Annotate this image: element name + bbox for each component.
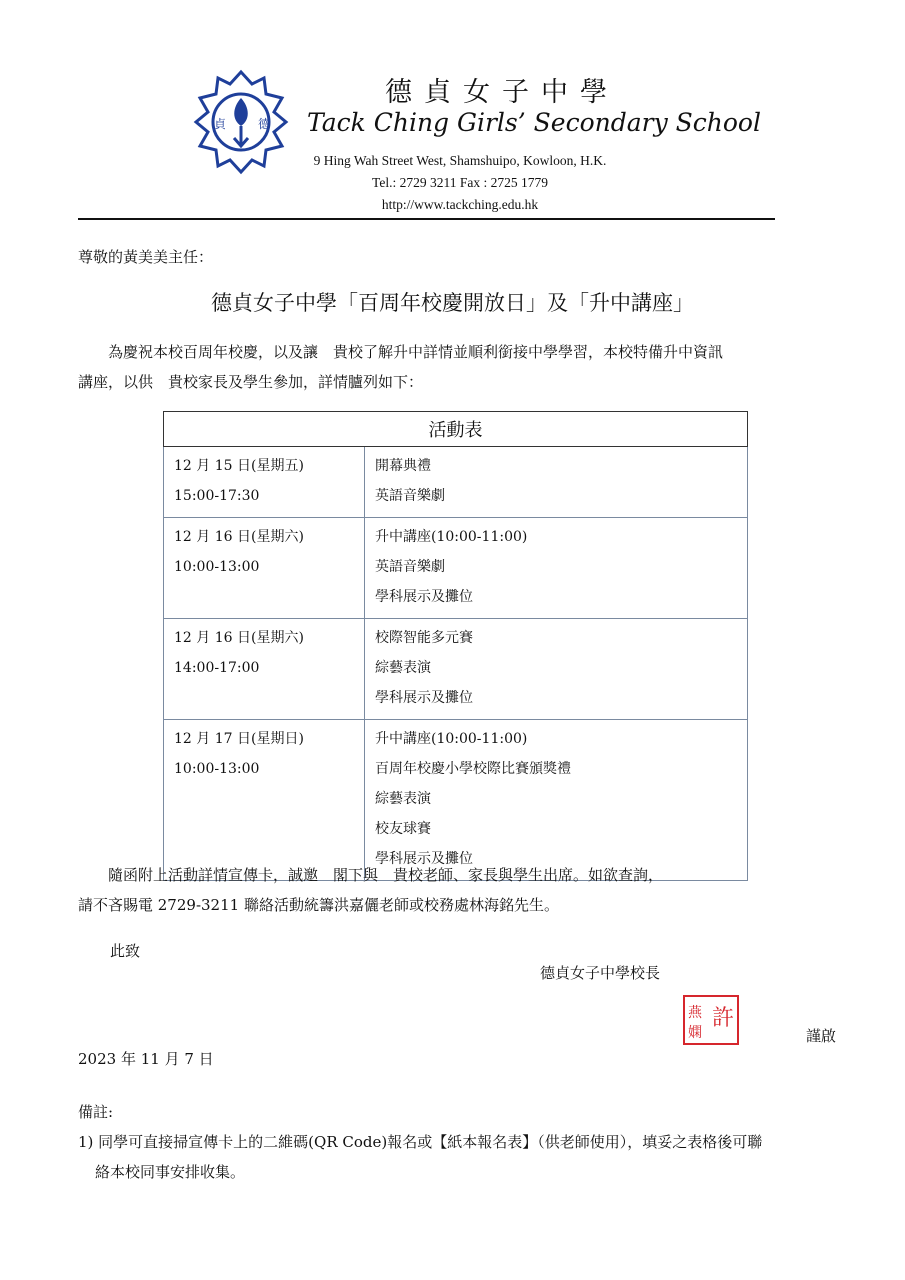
schedule-table [163, 411, 748, 881]
schedule-datetime [164, 720, 365, 881]
intro-line-2: 講座，以供 貴校家長及學生參加，詳情臚列如下： [78, 373, 424, 391]
signoff: 謹啟 [806, 1027, 837, 1045]
notes-heading: 備註: [78, 1103, 114, 1121]
schedule-activities [365, 720, 748, 881]
activity-item: 校際智能多元賽 [375, 630, 473, 646]
activity-item: 學科展示及攤位 [375, 690, 473, 706]
table-row [164, 447, 748, 518]
activity-item: 英語音樂劇 [375, 559, 445, 575]
activity-item: 升中講座(10:00-11:00) [375, 529, 528, 545]
schedule-datetime [164, 518, 365, 619]
schedule-date: 12 月 17 日(星期日) [174, 731, 304, 747]
invite-line-2: 請不吝賜電 2729-3211 聯絡活動統籌洪嘉儷老師或校務處林海銘先生。 [78, 896, 559, 914]
school-tel-fax: Tel.: 2729 3211 Fax : 2725 1779 [372, 175, 548, 190]
school-website: http://www.tackching.edu.hk [381, 197, 539, 212]
letterhead-divider [78, 218, 775, 220]
schedule-time: 10:00-13:00 [174, 761, 260, 777]
schedule-activities [365, 447, 748, 518]
schedule-date: 12 月 16 日(星期六) [174, 630, 304, 646]
principal-seal-stamp [683, 995, 739, 1045]
school-name-english: Tack Ching Girls’ Secondary School [307, 108, 761, 137]
table-row [164, 720, 748, 881]
school-address: 9 Hing Wah Street West, Shamshuipo, Kowloon, H.K. [313, 153, 607, 168]
notes-section [78, 1097, 858, 1187]
activity-item: 升中講座(10:00-11:00) [375, 731, 528, 747]
table-row [164, 619, 748, 720]
seal-char: 嫻 [688, 1025, 702, 1041]
schedule-header: 活動表 [164, 412, 748, 447]
schedule-time: 15:00-17:30 [174, 488, 260, 504]
note-item-line-2: 絡本校同事安排收集。 [95, 1163, 246, 1181]
schedule-date: 12 月 15 日(星期五) [174, 458, 304, 474]
activity-item: 綜藝表演 [375, 660, 431, 676]
logo-char-right: 德 [258, 117, 271, 131]
intro-paragraph [78, 337, 838, 397]
signatory: 德貞女子中學校長 [540, 964, 661, 982]
schedule-time: 14:00-17:00 [174, 660, 260, 676]
schedule-activities [365, 619, 748, 720]
activity-item: 綜藝表演 [375, 791, 431, 807]
activity-item: 百周年校慶小學校際比賽頒獎禮 [375, 761, 571, 777]
activity-item: 學科展示及攤位 [375, 589, 473, 605]
school-name-chinese: 德貞女子中學 [385, 77, 619, 108]
schedule-activities [365, 518, 748, 619]
seal-char: 燕 [688, 1005, 702, 1021]
table-row [164, 518, 748, 619]
activity-item: 學科展示及攤位 [375, 851, 473, 867]
activity-item: 校友球賽 [375, 821, 431, 837]
school-crest-logo [192, 68, 290, 176]
letter-date: 2023 年 11 月 7 日 [78, 1050, 214, 1068]
invite-line-1: 隨函附上活動詳情宣傳卡，誠邀 閣下與 貴校老師、家長與學生出席。如欲查詢， [108, 866, 664, 884]
intro-line-1: 為慶祝本校百周年校慶，以及讓 貴校了解升中詳情並順利銜接中學學習，本校特備升中資訊 [108, 343, 724, 361]
closing-salutation: 此致 [110, 942, 141, 960]
letter-title: 德貞女子中學「百周年校慶開放日」及「升中講座」 [211, 291, 694, 315]
schedule-datetime [164, 447, 365, 518]
schedule-time: 10:00-13:00 [174, 559, 260, 575]
invitation-paragraph [78, 860, 838, 920]
activity-item: 開幕典禮 [375, 458, 431, 474]
schedule-datetime [164, 619, 365, 720]
salutation: 尊敬的黃美美主任： [78, 248, 214, 266]
seal-char: 許 [712, 1006, 735, 1031]
note-item-line-1: 1) 同學可直接掃宣傳卡上的二維碼(QR Code)報名或【紙本報名表】（供老師使用），填妥之表格後可聯 [78, 1133, 763, 1151]
schedule-date: 12 月 16 日(星期六) [174, 529, 304, 545]
logo-char-left: 貞 [214, 117, 227, 131]
activity-item: 英語音樂劇 [375, 488, 445, 504]
